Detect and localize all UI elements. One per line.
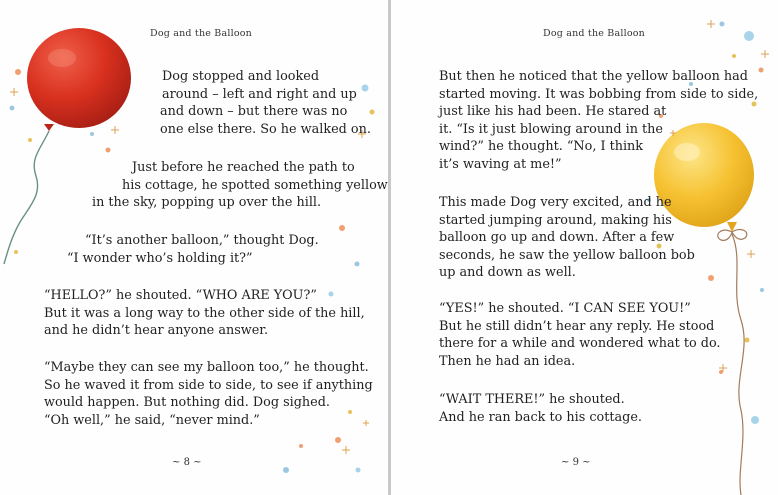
paragraph-2: Just before he reached the path to his cottage, he spotted something yellow in the sky, popping up over the hill.	[92, 160, 388, 210]
paragraph-3: “YES!” he shouted. “I CAN SEE YOU!” But he still didn’t hear any reply. He stood there for a while and wondered what to do. Then he had an idea.	[439, 301, 721, 369]
red-balloon	[27, 28, 131, 131]
yellow-balloon-string	[732, 234, 744, 495]
paragraph-1: Dog stopped and looked around – left and right and up and down – but there was no one else there. So he walked on.	[160, 69, 371, 137]
left-page	[0, 0, 388, 495]
folio-swash-left-icon: ~	[172, 457, 181, 468]
right-page	[391, 0, 778, 495]
running-head: Dog and the Balloon	[543, 28, 645, 39]
folio-swash-left-icon: ~	[561, 457, 570, 468]
paragraph-4: “HELLO?” he shouted. “WHO ARE YOU?” But it was a long way to the other side of the hill, and he didn’t hear anyone answer.	[44, 288, 365, 338]
paragraph-4: “WAIT THERE!” he shouted. And he ran back to his cottage.	[439, 392, 642, 425]
folio-swash-right-icon: ~	[193, 457, 202, 468]
page-number: ~ 8 ~	[172, 457, 202, 468]
folio-swash-right-icon: ~	[582, 457, 591, 468]
paragraph-5: “Maybe they can see my balloon too,” he thought. So he waved it from side to side, to see if anything would happen. But nothing did. Dog sighed. “Oh well,” he said, “never mind.”	[44, 360, 373, 428]
page-number: ~ 9 ~	[561, 457, 591, 468]
red-balloon-string	[4, 131, 49, 264]
paragraph-2: This made Dog very excited, and he started jumping around, making his balloon go up and down. After a few seconds, he saw the yellow balloon bob up and down as well.	[439, 195, 695, 280]
paragraph-1: But then he noticed that the yellow balloon had started moving. It was bobbing from side to side, just like his had been. He stared at it. “Is it just blowing around in the wind?” he thought. “No, I think it’s waving at me!”	[439, 69, 759, 172]
running-head: Dog and the Balloon	[150, 28, 252, 39]
paragraph-3: “It’s another balloon,” thought Dog. “I wonder who’s holding it?”	[67, 233, 319, 266]
